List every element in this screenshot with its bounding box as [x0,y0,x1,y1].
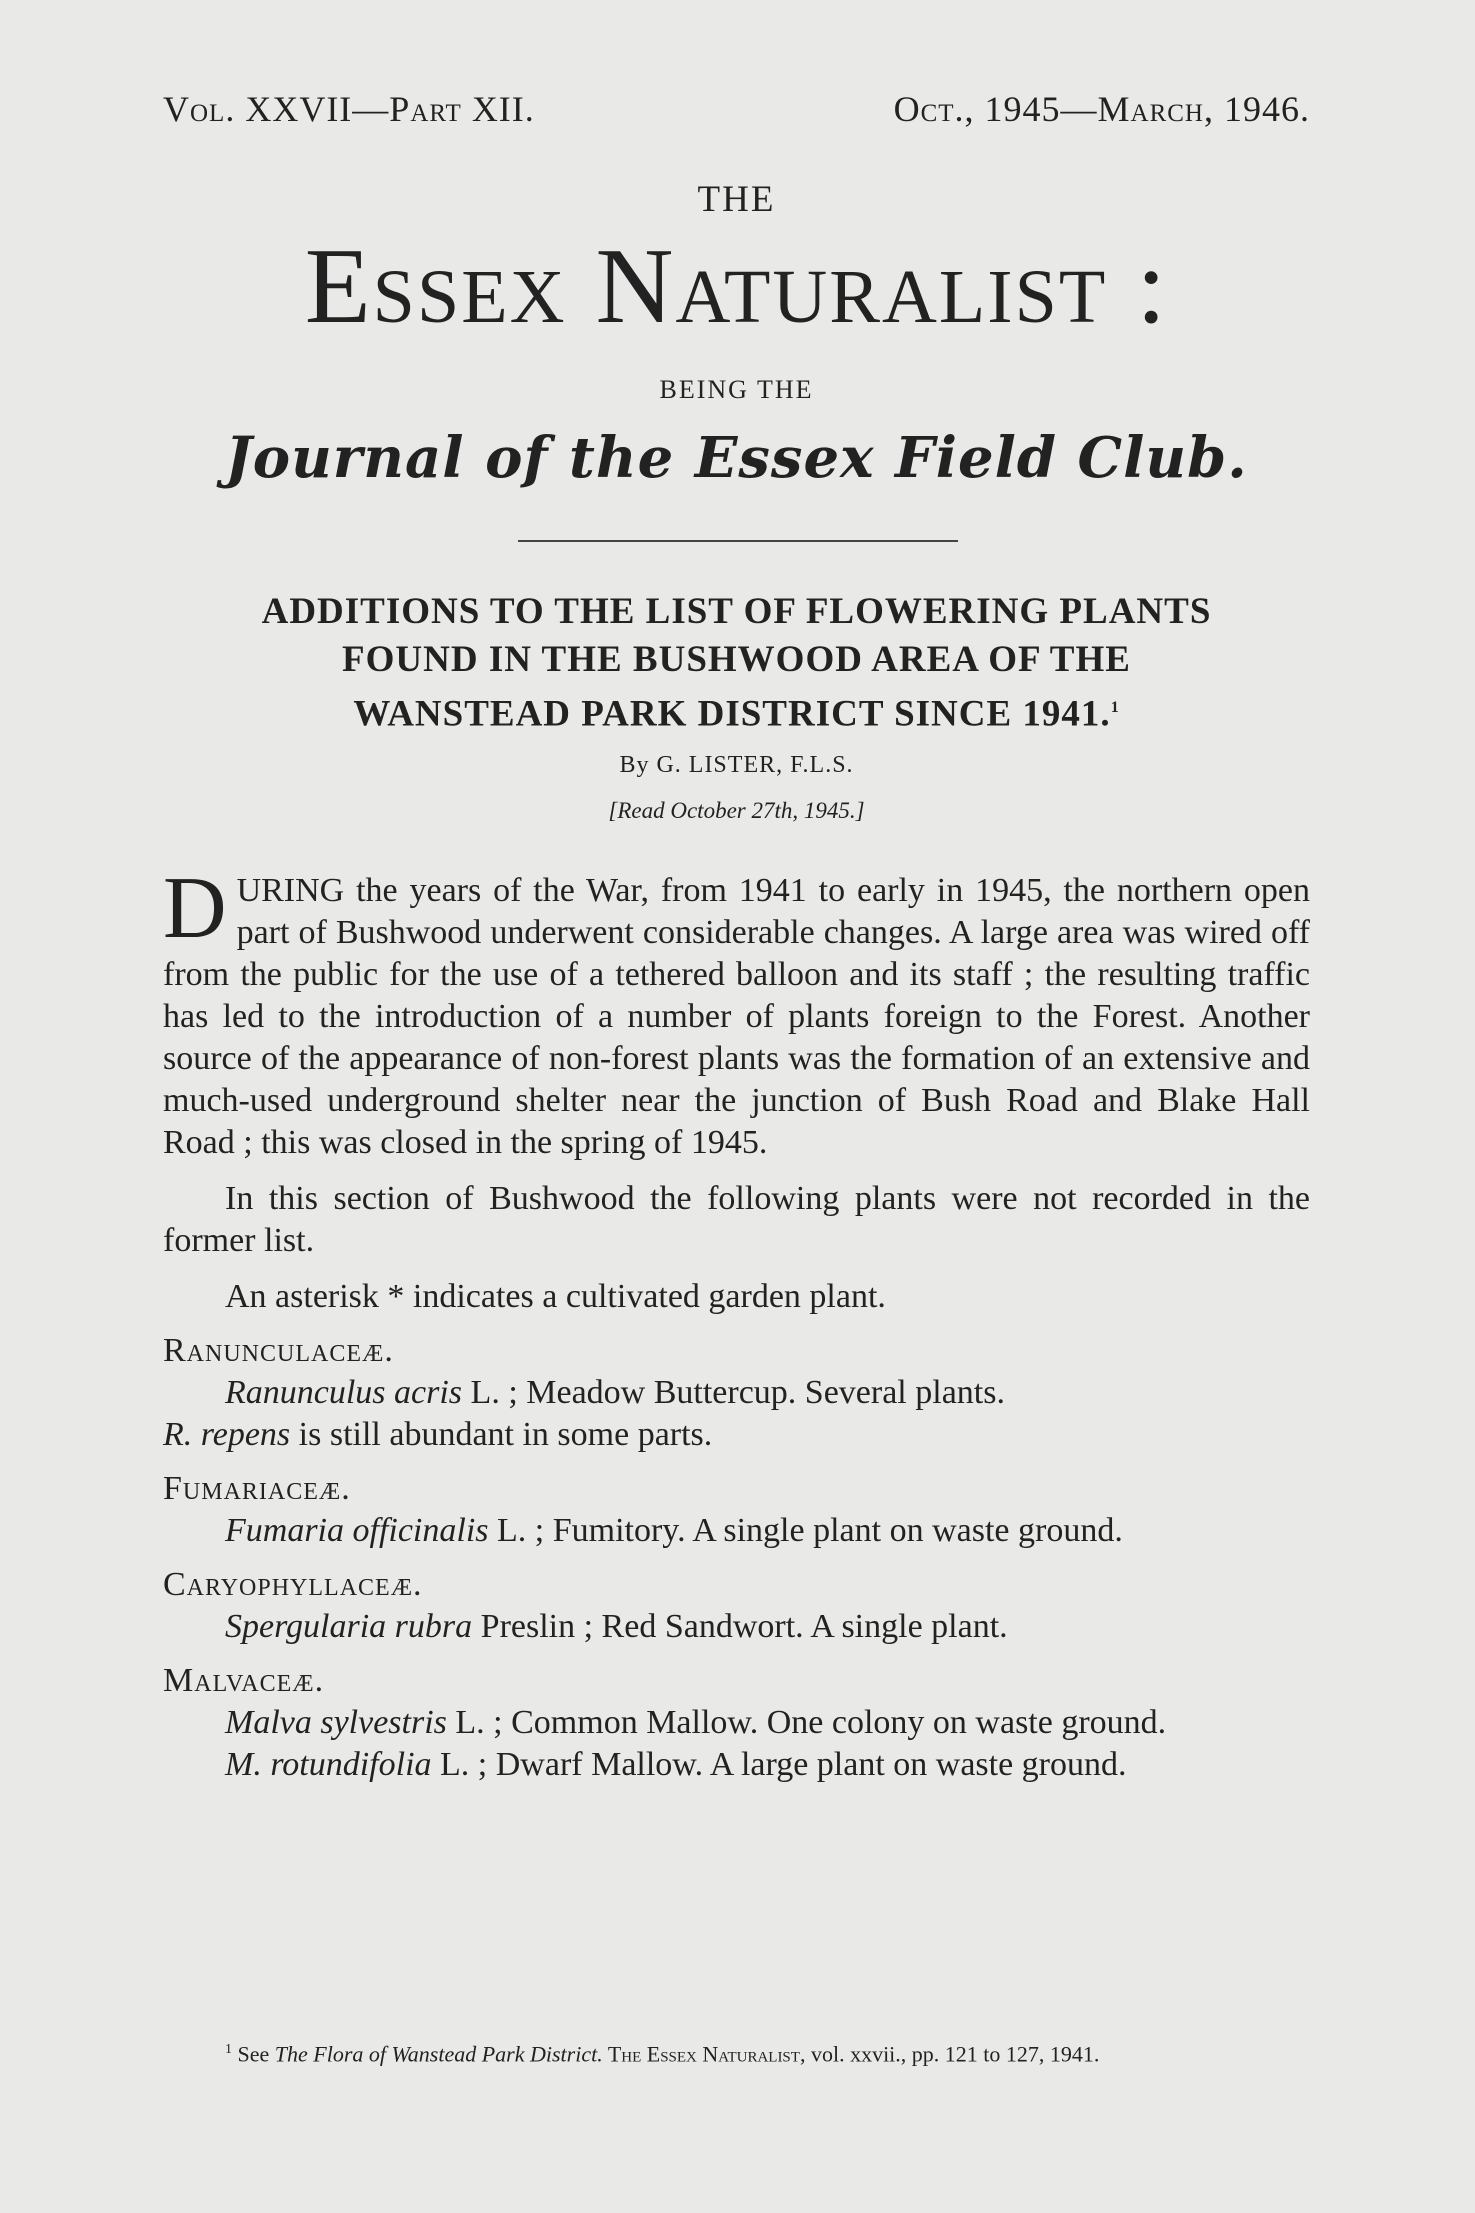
author-byline: By G. LISTER, F.L.S. [619,752,854,778]
species-entry: Malva sylvestris L. ; Common Mallow. One colony on waste ground. [225,1704,1167,1741]
issue-dates: Oct., 1945—March, 1946. [893,89,1310,129]
cited-journal: The Essex Naturalist, [602,2041,806,2067]
article-title-line: FOUND IN THE BUSHWOOD AREA OF THE [342,639,1131,680]
species-entry: R. repens is still abundant in some parts. [163,1416,713,1453]
masthead-the: THE [697,179,776,220]
divider-rule [518,540,958,542]
species-entry: Fumaria officinalis L. ; Fumitory. A single plant on waste ground. [225,1512,1123,1549]
family-heading: Caryophyllaceæ. [163,1566,423,1603]
volume-info: Vol. XXVII—Part XII. [163,89,535,129]
family-heading: Fumariaceæ. [163,1470,351,1507]
cited-work: The Flora of Wanstead Park District. [274,2041,603,2067]
running-head [163,88,1310,130]
family-heading: Ranunculaceæ. [163,1332,394,1369]
footnote-number: 1 [225,2042,232,2057]
masthead-being-the: BEING THE [659,375,814,404]
club-journal-subtitle: Journal of the Essex Field Club. [225,425,1248,491]
footnote: $^1$ See The Flora of Wanstead Park District. The Essex Naturalist, vol. xxvii., pp. 121 to 127, 1941. [225,2041,1100,2067]
article-title-line: ADDITIONS TO THE LIST OF FLOWERING PLANTS [261,591,1212,632]
read-date: [Read October 27th, 1945.] [608,798,865,823]
drop-cap: D [163,860,227,957]
paragraph: An asterisk * indicates a cultivated garden plant. [225,1278,886,1315]
species-entry: Spergularia rubra Preslin ; Red Sandwort. A single plant. [225,1608,1008,1645]
family-heading: Malvaceæ. [163,1662,325,1699]
footnote-mark: 1 [1110,699,1120,716]
article-title [163,588,1310,738]
species-entry: Ranunculus acris L. ; Meadow Buttercup. Several plants. [225,1374,1005,1411]
journal-masthead: Essex Naturalist : [304,227,1169,346]
paragraph: In this section of Bushwood the following plants were not recorded in the former list. [163,1180,1310,1259]
paragraph-intro: DURING the years of the War, from 1941 to early in 1945, the northern open part of Bushwood underwent considerable changes. A large area was wired off from the public for the use of a tethered balloon and its staff ; the resulting traffic has led to the introduction of a number of plants foreign to the Forest. Another source of the appearance of non-forest plants was the formation of an extensive and much-used underground shelter near the junction of Bush Road and Blake Hall Road ; this was closed in the spring of 1945. [163,860,1310,1161]
article-body [163,860,1310,1786]
article-title-line: WANSTEAD PARK DISTRICT SINCE 1941.$^1$ [353,693,1120,735]
species-entry: M. rotundifolia L. ; Dwarf Mallow. A large plant on waste ground. [225,1746,1127,1783]
